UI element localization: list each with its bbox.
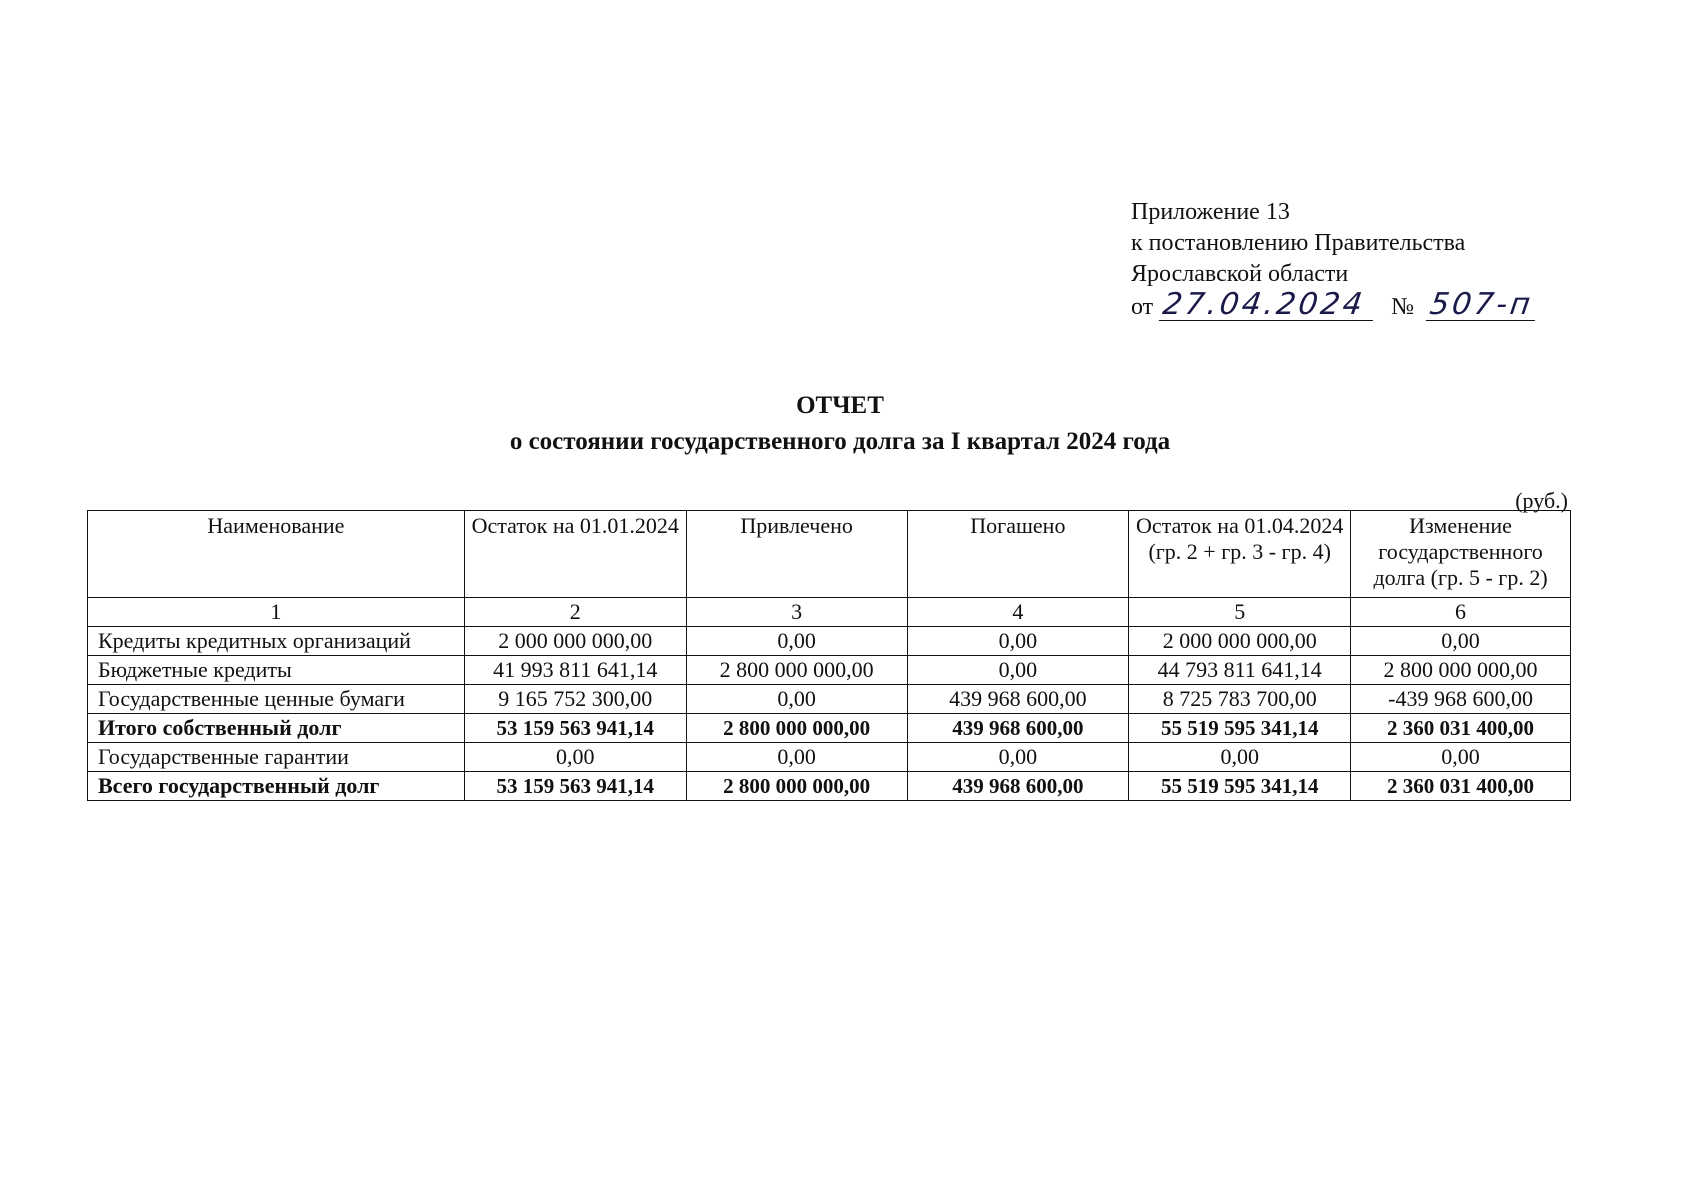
row-value: 2 360 031 400,00 [1351,714,1571,743]
column-number: 6 [1351,598,1571,627]
column-number: 5 [1129,598,1351,627]
table-header-row [88,511,1571,598]
row-value: 2 800 000 000,00 [686,714,907,743]
report-title: ОТЧЕТ [796,392,884,419]
row-value: 2 000 000 000,00 [464,627,686,656]
handwritten-date: 27.04.2024 [1159,290,1377,321]
row-value: 0,00 [686,743,907,772]
appendix-header [1131,197,1537,323]
header-change: Изменение государственного долга (гр. 5 - гр. 2) [1351,511,1571,598]
appendix-line-1: Приложение 13 [1131,199,1290,225]
row-value: 0,00 [907,656,1129,685]
handwritten-number: 507-п [1426,290,1539,321]
row-name: Государственные ценные бумаги [88,685,465,714]
row-value: 0,00 [907,743,1129,772]
row-name: Государственные гарантии [88,743,465,772]
table-row [88,627,1571,656]
row-value: 0,00 [686,685,907,714]
row-value: 2 800 000 000,00 [686,656,907,685]
row-name: Итого собственный долг [88,714,465,743]
row-value: 2 800 000 000,00 [686,772,907,801]
row-value: -439 968 600,00 [1351,685,1571,714]
row-value: 0,00 [686,627,907,656]
table-row [88,656,1571,685]
row-value: 0,00 [464,743,686,772]
column-number: 2 [464,598,686,627]
column-number-row [88,598,1571,627]
report-subtitle: о состоянии государственного долга за I квартал 2024 года [509,428,1171,455]
row-value: 439 968 600,00 [907,772,1129,801]
row-value: 2 000 000 000,00 [1129,627,1351,656]
header-balance-start: Остаток на 01.01.2024 [464,511,686,598]
table-row [88,772,1571,801]
header-name: Наименование [88,511,465,598]
row-value: 439 968 600,00 [907,685,1129,714]
decree-date-number-line [1131,287,1537,323]
row-value: 0,00 [907,627,1129,656]
row-value: 8 725 783 700,00 [1129,685,1351,714]
number-sign: № [1391,294,1415,320]
row-value: 9 165 752 300,00 [464,685,686,714]
column-number: 3 [686,598,907,627]
row-value: 2 360 031 400,00 [1351,772,1571,801]
row-value: 439 968 600,00 [907,714,1129,743]
row-value: 0,00 [1351,627,1571,656]
header-borrowed: Привлечено [686,511,907,598]
from-prefix: от [1131,294,1154,320]
row-value: 0,00 [1351,743,1571,772]
row-value: 53 159 563 941,14 [464,772,686,801]
row-value: 41 993 811 641,14 [464,656,686,685]
table-row [88,685,1571,714]
table-row [88,743,1571,772]
table-row [88,714,1571,743]
row-value: 44 793 811 641,14 [1129,656,1351,685]
row-value: 55 519 595 341,14 [1129,772,1351,801]
currency-unit: (руб.) [1515,488,1568,513]
header-repaid: Погашено [907,511,1129,598]
appendix-line-2: к постановлению Правительства [1131,230,1466,256]
row-value: 0,00 [1129,743,1351,772]
row-value: 2 800 000 000,00 [1351,656,1571,685]
row-value: 53 159 563 941,14 [464,714,686,743]
appendix-line-3: Ярославской области [1131,261,1349,287]
row-name: Бюджетные кредиты [88,656,465,685]
header-balance-end: Остаток на 01.04.2024 (гр. 2 + гр. 3 - гр. 4) [1129,511,1351,598]
row-name: Кредиты кредитных организаций [88,627,465,656]
column-number: 4 [907,598,1129,627]
row-name: Всего государственный долг [88,772,465,801]
column-number: 1 [88,598,465,627]
row-value: 55 519 595 341,14 [1129,714,1351,743]
debt-table [87,510,1571,801]
